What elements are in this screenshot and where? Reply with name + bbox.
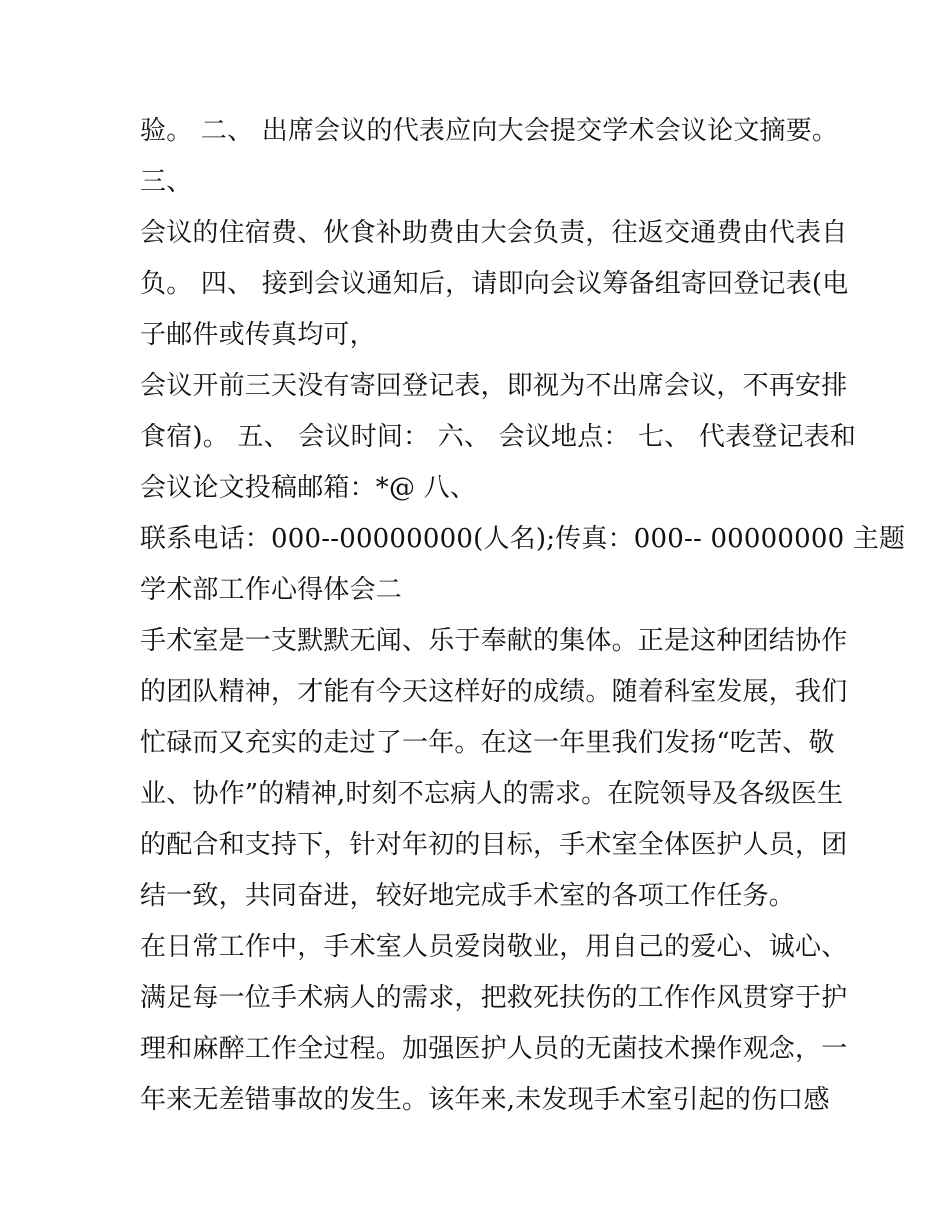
text-line: 食宿)。 五、 会议时间： 六、 会议地点： 七、 代表登记表和 — [140, 422, 857, 452]
text-line: 联系电话：000--00000000(人名);传真：000-- 00000000 主题 — [140, 524, 906, 554]
text-line: 年来无差错事故的发生。该年来,未发现手术室引起的伤口感 — [140, 1085, 830, 1115]
text-line: 满足每一位手术病人的需求，把救死扶伤的工作作风贯穿于护 — [140, 983, 848, 1013]
text-line: 在日常工作中，手术室人员爱岗敬业，用自己的爱心、诚心、 — [140, 932, 848, 962]
text-line: 会议开前三天没有寄回登记表，即视为不出席会议，不再安排 — [140, 371, 848, 401]
document-page — [140, 110, 906, 1130]
text-line: 的配合和支持下，针对年初的目标，手术室全体医护人员，团 — [140, 830, 848, 860]
text-line: 忙碌而又充实的走过了一年。在这一年里我们发扬“吃苦、敬 — [140, 728, 835, 758]
text-line: 的团队精神，才能有今天这样好的成绩。随着科室发展，我们 — [140, 677, 848, 707]
text-line: 会议论文投稿邮箱：*@ 八、 — [140, 473, 477, 503]
text-line: 结一致，共同奋进，较好地完成手术室的各项工作任务。 — [140, 881, 796, 911]
text-line: 理和麻醉工作全过程。加强医护人员的无菌技术操作观念，一 — [140, 1034, 848, 1064]
text-line: 验。 二、 出席会议的代表应向大会提交学术会议论文摘要。 — [140, 116, 839, 146]
text-line: 子邮件或传真均可， — [140, 320, 376, 350]
text-line: 会议的住宿费、伙食补助费由大会负责，往返交通费由代表自 — [140, 218, 848, 248]
text-line: 手术室是一支默默无闻、乐于奉献的集体。正是这种团结协作 — [140, 626, 848, 656]
text-line: 负。 四、 接到会议通知后，请即向会议筹备组寄回登记表(电 — [140, 269, 849, 299]
text-line: 业、协作”的精神,时刻不忘病人的需求。在院领导及各级医生 — [140, 779, 844, 809]
section-heading: 学术部工作心得体会二 — [140, 575, 403, 605]
text-line: 三、 — [140, 167, 193, 197]
